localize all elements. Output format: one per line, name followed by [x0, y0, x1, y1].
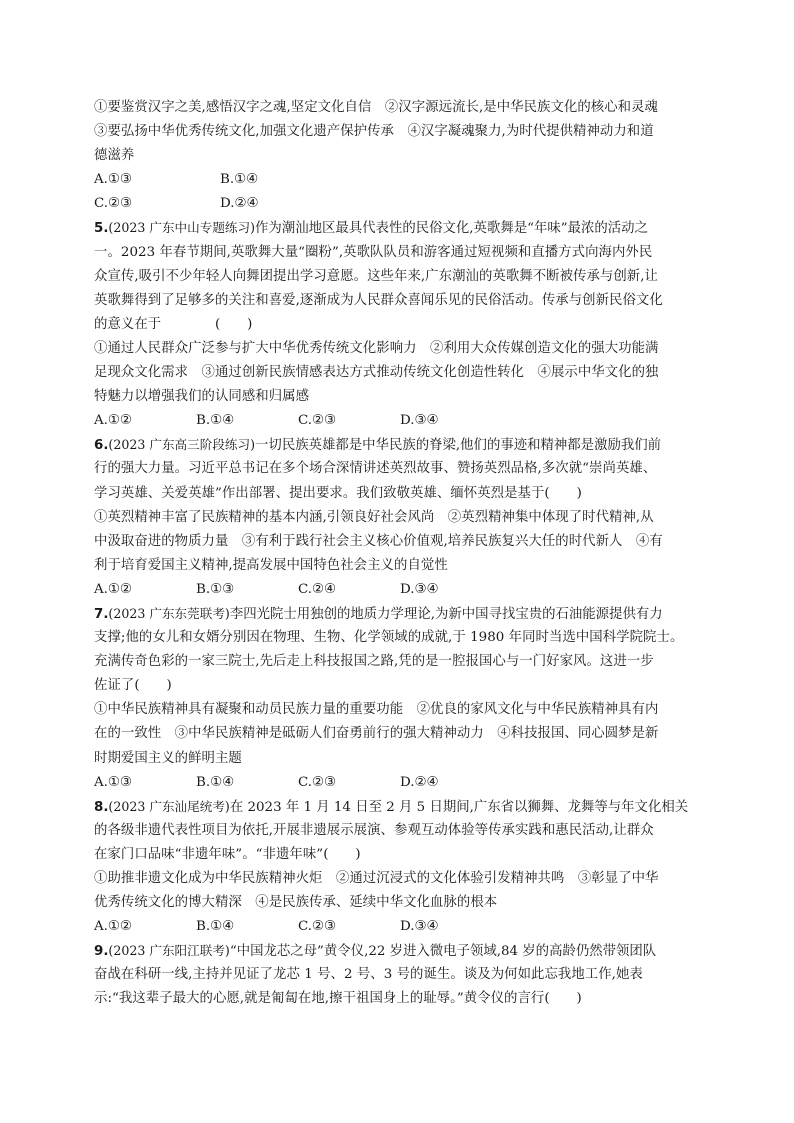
question-number: 6.	[94, 438, 109, 454]
question-source: (2023 广东阳江联考)	[108, 943, 230, 959]
question-line: 中汲取奋进的物质力量 ③有利于践行社会主义核心价值观,培养民族复兴大任的时代新人 ④有	[94, 533, 663, 549]
question-9	[94, 939, 704, 1011]
question-text: 李四光院士用独创的地质力学理论,为新中国寻找宝贵的石油能源提供有力	[229, 606, 663, 622]
question-source: (2023 广东东莞联考)	[108, 605, 230, 621]
question-line: 足现众文化需求 ③通过创新民族情感表达方式推动传统文化创造性转化 ④展示中华文化的独	[94, 365, 659, 381]
exam-page	[94, 96, 704, 1012]
question-header	[94, 602, 704, 626]
question-line: 特魅力以增强我们的认同感和归属感	[94, 389, 310, 405]
question-source: (2023 广东中山专题练习)	[108, 220, 256, 236]
question-header	[94, 433, 704, 457]
question-number: 5.	[94, 221, 109, 237]
question-line: 一。2023 年春节期间,英歌舞大量“圈粉”,英歌队队员和游客通过短视频和直播方式向海内外民	[94, 244, 653, 260]
question-line: ①通过人民群众广泛参与扩大中华优秀传统文化影响力 ②利用大众传媒创造文化的强大功能满	[94, 340, 659, 356]
option-b[interactable]: B.①④	[196, 774, 235, 790]
answer-options-row	[94, 578, 704, 602]
option-d[interactable]: D.③④	[400, 413, 439, 429]
question-header	[94, 216, 704, 240]
option-b[interactable]: B.①③	[196, 581, 235, 597]
question-7	[94, 602, 704, 795]
question-line: 在家门口品味“非遗年味”。“非遗年味”( )	[94, 846, 361, 862]
question-header	[94, 939, 704, 963]
question-text: 一切民族英雄都是中华民族的脊梁,他们的事迹和精神都是激励我们前	[255, 438, 662, 454]
question-line: ①中华民族精神具有凝聚和动员民族力量的重要功能 ②优良的家风文化与中华民族精神具有内	[94, 702, 659, 718]
question-line: 众宣传,吸引不少年轻人向舞团提出学习意愿。这些年来,广东潮汕的英歌舞不断被传承与创新,让	[94, 268, 658, 284]
answer-options-row	[94, 409, 704, 433]
question-line: 支撑;他的女儿和女婿分别因在物理、生物、化学领域的成就,于 1980 年同时当选中国科学院院士。	[94, 630, 684, 646]
question-line: 奋战在科研一线,主持并见证了龙芯 1 号、2 号、3 号的诞生。谈及为何如此忘我地工作,她表	[94, 967, 643, 983]
question-line: 利于培育爱国主义精神,提高发展中国特色社会主义的自觉性	[94, 557, 448, 573]
question-line: 时期爱国主义的鲜明主题	[94, 750, 242, 766]
question-line: 德滋养	[94, 148, 135, 164]
question-line: 优秀传统文化的博大精深 ④是民族传承、延续中华文化血脉的根本	[94, 895, 498, 911]
question-source: (2023 广东高三阶段练习)	[108, 437, 256, 453]
question-6	[94, 433, 704, 602]
question-line: ③要弘扬中华优秀传统文化,加强文化遗产保护传承 ④汉字凝魂聚力,为时代提供精神动力和道	[94, 124, 654, 140]
option-b[interactable]: B.①④	[196, 919, 235, 935]
option-d[interactable]: D.③④	[400, 919, 439, 935]
question-line: ①英烈精神丰富了民族精神的基本内涵,引领良好社会风尚 ②英烈精神集中体现了时代精神,从	[94, 509, 654, 525]
question-number: 8.	[94, 799, 109, 815]
option-a[interactable]: A.①③	[94, 172, 132, 188]
question-number: 7.	[94, 606, 109, 622]
option-c[interactable]: C.②③	[298, 919, 337, 935]
option-d[interactable]: D.③④	[400, 581, 439, 597]
question-5	[94, 216, 704, 433]
option-b[interactable]: B.①④	[196, 413, 235, 429]
question-8	[94, 795, 704, 940]
option-a[interactable]: A.①②	[94, 413, 132, 429]
question-line: ①要鉴赏汉字之美,感悟汉字之魂,坚定文化自信 ②汉字源远流长,是中华民族文化的核心和灵魂	[94, 100, 658, 115]
question-line: 英歌舞得到了足够多的关注和喜爱,逐渐成为人民群众喜闻乐见的民俗活动。传承与创新民俗文化	[94, 292, 663, 308]
question-line: 充满传奇色彩的一家三院士,先后走上科技报国之路,凭的是一腔报国心与一门好家风。这进一步	[94, 654, 654, 670]
option-d[interactable]: D.②④	[220, 196, 259, 212]
question-line: 行的强大力量。习近平总书记在多个场合深情讲述英烈故事、赞扬英烈品格,多次就“崇尚英雄、	[94, 461, 657, 477]
question-line: 佐证了( )	[94, 678, 172, 694]
question-line: 示:“我这辈子最大的心愿,就是匍匐在地,擦干祖国身上的耻辱。”黄令仪的言行( )	[94, 991, 582, 1007]
option-c[interactable]: C.②③	[298, 774, 337, 790]
option-a[interactable]: A.①③	[94, 774, 132, 790]
question-line: 在的一致性 ③中华民族精神是砥砺人们奋勇前行的强大精神动力 ④科技报国、同心圆梦是新	[94, 726, 659, 742]
option-a[interactable]: A.①②	[94, 581, 132, 597]
question-line: ①助推非遗文化成为中华民族精神火炬 ②通过沉浸式的文化体验引发精神共鸣 ③彰显了中华	[94, 871, 659, 886]
question-source: (2023 广东汕尾统考)	[108, 798, 230, 814]
question-4-tail	[94, 96, 704, 216]
question-text: 在 2023 年 1 月 14 日至 2 月 5 日期间,广东省以狮舞、龙舞等与年文化相关	[229, 799, 689, 815]
option-a[interactable]: A.①②	[94, 919, 132, 935]
answer-options-row	[94, 915, 704, 939]
question-line: 的各级非遗代表性项目为依托,开展非遗展示展演、参观互动体验等传承实践和惠民活动,让群众	[94, 822, 654, 838]
answer-options-row	[94, 192, 704, 216]
answer-options-row	[94, 771, 704, 795]
option-c[interactable]: C.②③	[298, 413, 337, 429]
question-line: 学习英雄、关爱英雄”作出部署、提出要求。我们致敬英雄、缅怀英烈是基于( )	[94, 485, 582, 501]
question-line: 的意义在于 ( )	[94, 316, 253, 332]
option-c[interactable]: C.②④	[298, 581, 337, 597]
question-header	[94, 795, 704, 819]
option-c[interactable]: C.②③	[94, 196, 133, 212]
question-number: 9.	[94, 944, 109, 960]
option-d[interactable]: D.②④	[400, 774, 439, 790]
question-text: 作为潮汕地区最具代表性的民俗文化,英歌舞是“年味”最浓的活动之	[255, 221, 648, 237]
option-b[interactable]: B.①④	[220, 172, 259, 188]
question-text: “中国龙芯之母”黄令仪,22 岁进入微电子领域,84 岁的高龄仍然带领团队	[229, 944, 657, 960]
answer-options-row	[94, 168, 704, 192]
